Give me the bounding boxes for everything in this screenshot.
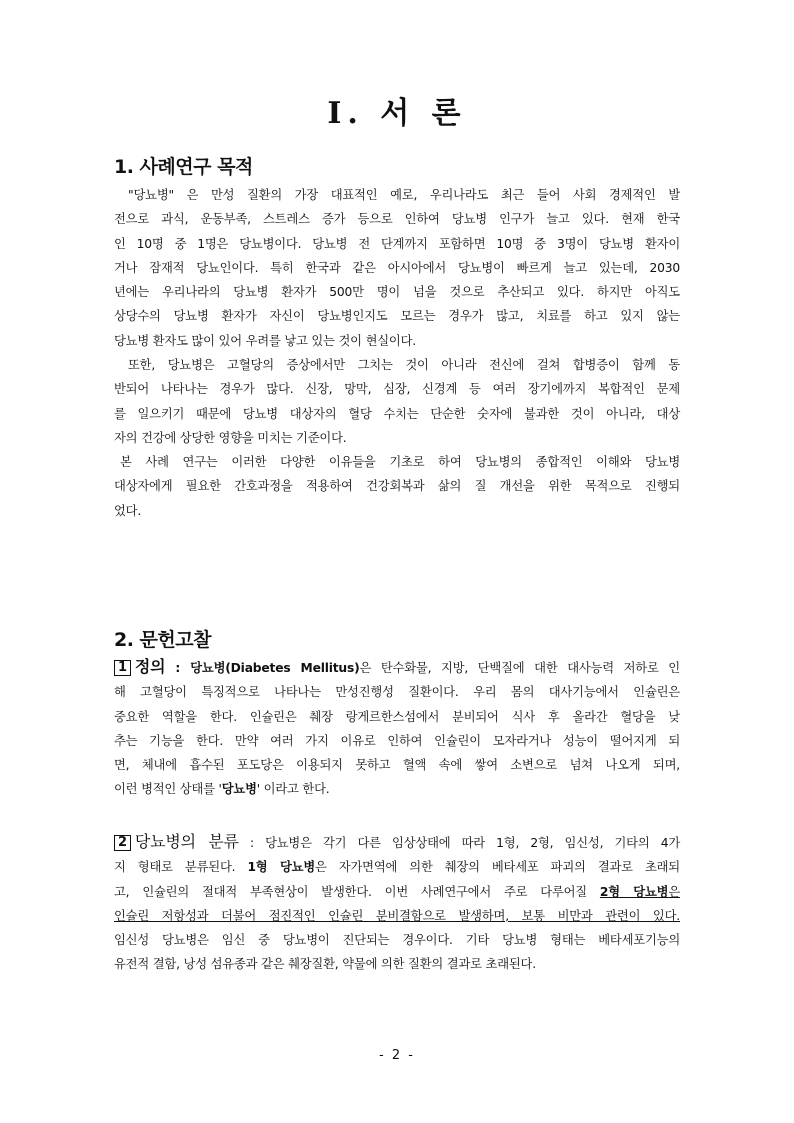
text-line: 년에는 우리나라의 당뇨병 환자가 500만 명이 넘을 것으로 추산되고 있다. 하지만 아직도 — [114, 285, 680, 300]
paragraph-classification: 2 당뇨병의 분류 : 당뇨병은 각기 다른 임상상태에 따라 1형, 2형, 임신성, 기타의 4가 지 형태로 분류된다. 1형 당뇨병은 자가면역에 의한 췌장의 베타세포 파괴의 결과로 초래되 고, 인슐린의 절대적 부족현상이 발생한다. 이번 사례연구에서 주로 다루어질 2형 당뇨병은 인슐린 저항성과 더불어 점진적인 인슐린 분비결함으로 발생하며, 보통 비만과 관련이 있다. 임신성 당뇨병은 임신 중 당뇨병이 진단되는 경우이다. 기타 당뇨병 형태는 베타세포기능의 유전적 결함, 낭성 섬유종과 같은 췌장질환, 약물에 의한 질환의 결과로 초래된다. — [114, 830, 680, 977]
number-box: 1 — [114, 660, 131, 676]
text-line: 면, 체내에 흡수된 포도당은 이용되지 못하고 혈액 속에 쌓여 소변으로 넘쳐 나오게 되며, — [114, 758, 680, 773]
section-heading-literature: 2. 문헌고찰 — [114, 629, 211, 651]
paragraph-purpose-2 — [114, 353, 680, 450]
text-line: 유전적 결함, 낭성 섬유종과 같은 췌장질환, 약물에 의한 질환의 결과로 초래된다. — [114, 957, 536, 972]
term-diabetes: 당뇨병(Diabetes Mellitus) — [190, 661, 360, 675]
text-line: 인 10명 중 1명은 당뇨병이다. 당뇨병 전 단계까지 포함하면 10명 중 3명이 당뇨병 환자이 — [114, 236, 680, 251]
text-line: 었다. — [114, 503, 142, 518]
text-line: 또한, 당뇨병은 고혈당의 증상에서만 그치는 것이 아니라 전신에 걸쳐 합병증이 함께 동 — [128, 358, 680, 372]
text-line: 인슐린 저항성과 더불어 점진적인 인슐린 분비결함으로 발생하며, 보통 비만과 관련이 있다. — [114, 908, 680, 923]
text-line: 중요한 역할을 한다. 인슐린은 췌장 랑게르한스섬에서 분비되어 식사 후 올라간 혈당을 낮 — [114, 709, 680, 724]
number-box: 2 — [114, 835, 131, 851]
text-line: 추는 기능을 한다. 만약 여러 가지 이유로 인하여 인슐린이 모자라거나 성능이 떨어지게 되 — [114, 733, 680, 748]
definition-label: 정의 — [134, 657, 166, 676]
text-line: 본 사례 연구는 이러한 다양한 이유들을 기초로 하여 당뇨병의 종합적인 이해와 당뇨병 — [120, 455, 680, 469]
paragraph-definition: 1 정의 : 당뇨병(Diabetes Mellitus)은 탄수화물, 지방, 단백질에 대한 대사능력 저하로 인 해 고혈당이 특징적으로 나타나는 만성진행성 질환이다. 우리 몸의 대사기능에서 인슐린은 중요한 역할을 한다. 인슐린은 췌장 랑게르한스섬에서 분비되어 식사 후 올라간 혈당을 낮 추는 기능을 한다. 만약 여러 가지 이유로 인하여 인슐린이 모자라거나 성능이 떨어지게 되 면, 체내에 흡수된 포도당은 이용되지 못하고 혈액 속에 쌓여 소변으로 넘쳐 나오게 되며, 이런 병적인 상태를 '당뇨병' 이라고 한다. — [114, 657, 680, 797]
text-line: 반되어 나타나는 경우가 많다. 신장, 망막, 심장, 신경계 등 여러 장기에까지 복합적인 문제 — [114, 382, 680, 397]
text-line: 상당수의 당뇨병 환자가 자신이 당뇨병인지도 모르는 경우가 많고, 치료를 하고 있지 않는 — [114, 309, 680, 324]
text-line: 자의 건강에 상당한 영향을 미치는 기준이다. — [114, 430, 347, 445]
text-line: 해 고혈당이 특징적으로 나타나는 만성진행성 질환이다. 우리 몸의 대사기능에서 인슐린은 — [114, 685, 680, 700]
classification-label: 당뇨병의 분류 — [134, 832, 239, 851]
text-line: "당뇨병" 은 만성 질환의 가장 대표적인 예로, 우리나라도 최근 들어 사회 경제적인 발 — [128, 188, 680, 202]
paragraph-purpose-3 — [114, 450, 680, 523]
text-line: 당뇨병 환자도 많이 있어 우려를 낳고 있는 것이 현실이다. — [114, 333, 416, 348]
text-line: 거나 잠재적 당뇨인이다. 특히 한국과 같은 아시아에서 당뇨병이 빠르게 늘고 있는데, 2030 — [114, 260, 680, 275]
section-heading-purpose: 1. 사례연구 목적 — [114, 156, 253, 178]
text-line: 임신성 당뇨병은 임신 중 당뇨병이 진단되는 경우이다. 기타 당뇨병 형태는 베타세포기능의 — [114, 933, 680, 948]
page-title: I. 서 론 — [327, 96, 467, 131]
text-line: 전으로 과식, 운동부족, 스트레스 증가 등으로 인하여 당뇨병 인구가 늘고 있다. 현재 한국 — [114, 212, 680, 227]
paragraph-purpose-1 — [114, 183, 680, 353]
text-line: 대상자에게 필요한 간호과정을 적용하여 건강회복과 삶의 질 개선을 위한 목적으로 진행되 — [114, 479, 680, 494]
page-number: - 2 - — [379, 1048, 415, 1063]
text-line: 를 일으키기 때문에 당뇨병 대상자의 혈당 수치는 단순한 숫자에 불과한 것이 아니라, 대상 — [114, 406, 680, 421]
